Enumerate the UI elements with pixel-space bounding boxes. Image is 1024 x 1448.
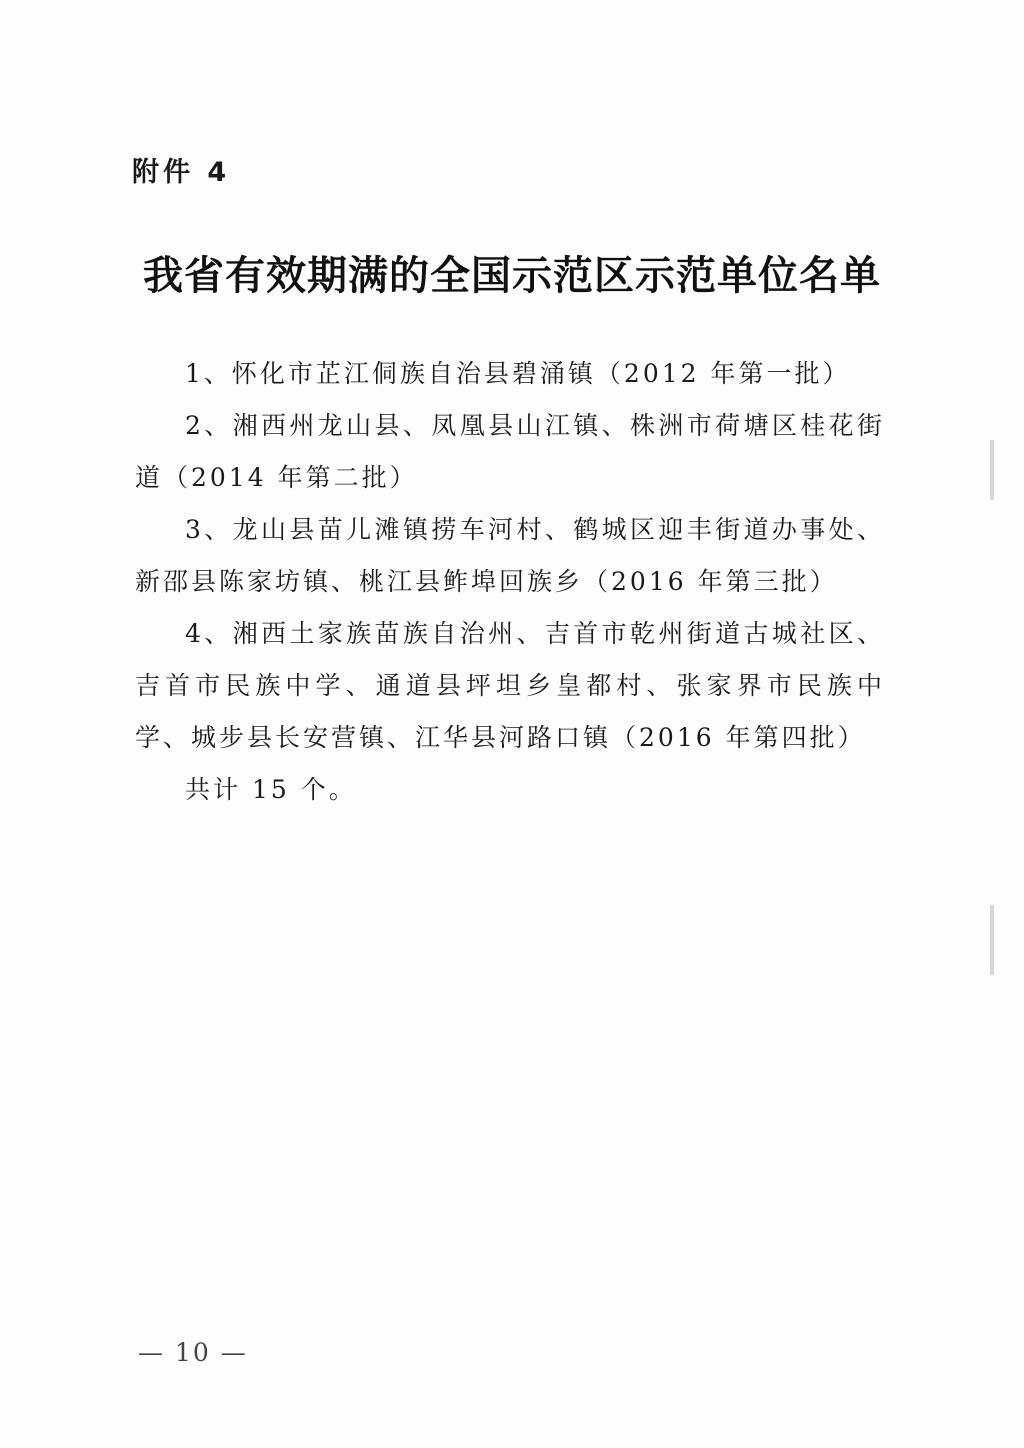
list-item-1: 1、怀化市芷江侗族自治县碧涌镇（2012 年第一批） [185,359,851,388]
document-title: 我省有效期满的全国示范区示范单位名单 [143,252,881,299]
attachment-label: 附件 4 [132,157,231,188]
scan-edge-mark [990,905,994,975]
list-item-4: 4、湘西土家族苗族自治州、吉首市乾州街道古城社区、吉首市民族中学、通道县坪坦乡皇都村、张家界市民族中学、城步县长安营镇、江华县河路口镇（2016 年第四批） [135,619,885,752]
list-item-3: 3、龙山县苗儿滩镇捞车河村、鹤城区迎丰街道办事处、新邵县陈家坊镇、桃江县鲊埠回族乡（2016 年第三批） [135,515,885,596]
document-body [135,348,885,816]
scan-edge-mark [990,440,994,500]
total-count: 共计 15 个。 [185,775,357,804]
page-number: — 10 — [138,1338,248,1367]
list-item-2: 2、湘西州龙山县、凤凰县山江镇、株洲市荷塘区桂花街道（2014 年第二批） [135,411,885,492]
